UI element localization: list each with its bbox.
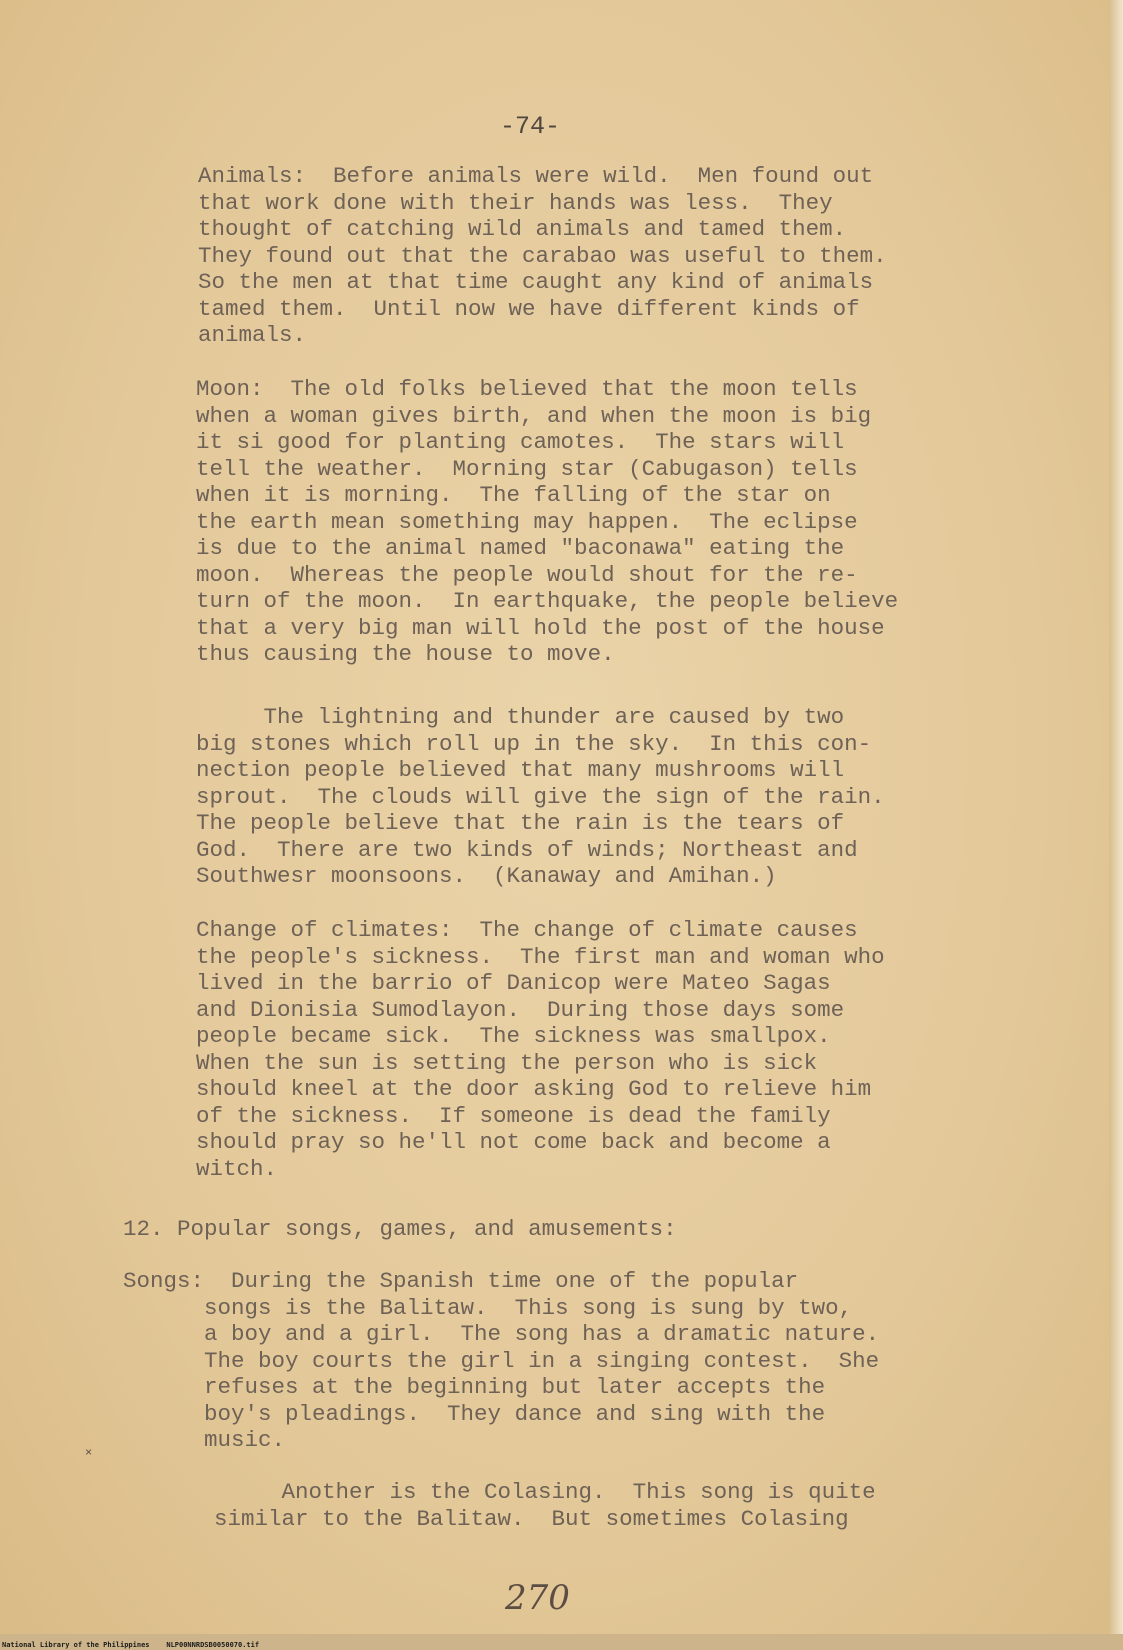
text-line: nection people believed that many mushrooms will xyxy=(196,757,845,783)
paragraph-moon xyxy=(196,376,898,668)
text-line: it si good for planting camotes. The stars will xyxy=(196,429,845,455)
page-edge xyxy=(1109,0,1123,1650)
paragraph-songs xyxy=(123,1268,879,1454)
text-line: Change of climates: The change of climate causes xyxy=(196,917,858,943)
archive-footer-label: National Library of the Philippines NLP00NNRDSB0050070.tif xyxy=(2,1641,260,1649)
text-line: tamed them. Until now we have different kinds of xyxy=(198,295,860,322)
text-line: God. There are two kinds of winds; Northeast and xyxy=(196,836,858,863)
text-line: big stones which roll up in the sky. In this con- xyxy=(196,730,872,757)
text-line: Animals: Before animals were wild. Men found out xyxy=(198,163,874,189)
text-line: is due to the animal named "baconawa" eating the xyxy=(196,535,845,561)
paragraph-climates xyxy=(196,917,885,1182)
text-line: Southwesr moonsoons. (Kanaway and Amihan.) xyxy=(196,863,777,889)
paragraph-lightning xyxy=(196,704,885,890)
handwritten-page-number: 270 xyxy=(505,1578,570,1618)
section-heading xyxy=(123,1216,677,1243)
text-line: sprout. The clouds will give the sign of the rain. xyxy=(196,783,885,810)
text-line: songs is the Balitaw. This song is sung by two, xyxy=(123,1294,853,1321)
paragraph-colasing xyxy=(214,1479,876,1532)
text-line: thus causing the house to move. xyxy=(196,641,615,667)
text-line: tell the weather. Morning star (Cabugason) tells xyxy=(196,455,858,482)
text-line: that work done with their hands was less. They xyxy=(198,189,833,216)
text-line: The boy courts the girl in a singing contest. She xyxy=(123,1347,880,1374)
text-line: Moon: The old folks believed that the moon tells xyxy=(196,376,858,402)
text-line: lived in the barrio of Danicop were Mateo Sagas xyxy=(196,970,831,996)
stray-mark: × xyxy=(85,1446,93,1460)
text-line: should pray so he'll not come back and become a xyxy=(196,1129,831,1155)
text-line: thought of catching wild animals and tamed them. xyxy=(198,216,847,242)
footer-strip xyxy=(0,1634,1123,1650)
text-line: when a woman gives birth, and when the moon is big xyxy=(196,402,872,429)
text-line: people became sick. The sickness was smallpox. xyxy=(196,1023,831,1049)
text-line: when it is morning. The falling of the star on xyxy=(196,482,831,508)
text-line: The lightning and thunder are caused by two xyxy=(196,704,845,730)
text-line: refuses at the beginning but later accepts the xyxy=(123,1374,826,1400)
text-line: Songs: During the Spanish time one of the popular xyxy=(123,1268,799,1294)
text-line: that a very big man will hold the post of the house xyxy=(196,614,885,641)
text-line: the people's sickness. The first man and woman who xyxy=(196,943,885,970)
page-number: -74- xyxy=(500,112,561,141)
text-line: a boy and a girl. The song has a dramatic nature. xyxy=(123,1321,880,1347)
text-line: They found out that the carabao was useful to them. xyxy=(198,242,887,269)
text-line: So the men at that time caught any kind of animals xyxy=(198,269,874,295)
text-line: turn of the moon. In earthquake, the people believe xyxy=(196,588,899,614)
text-line: witch. xyxy=(196,1155,278,1182)
paragraph-animals xyxy=(198,163,887,349)
text-line: When the sun is setting the person who is sick xyxy=(196,1049,818,1076)
text-line: of the sickness. If someone is dead the family xyxy=(196,1102,831,1129)
text-line: The people believe that the rain is the tears of xyxy=(196,810,845,836)
text-line: boy's pleadings. They dance and sing with the xyxy=(123,1400,826,1427)
text-line: should kneel at the door asking God to relieve him xyxy=(196,1076,872,1102)
text-line: Another is the Colasing. This song is quite xyxy=(214,1479,876,1505)
heading-text: 12. Popular songs, games, and amusements: xyxy=(123,1216,677,1242)
text-line: music. xyxy=(123,1427,286,1453)
text-line: moon. Whereas the people would shout for the re- xyxy=(196,561,858,588)
text-line: and Dionisia Sumodlayon. During those days some xyxy=(196,996,845,1023)
text-line: the earth mean something may happen. The eclipse xyxy=(196,508,858,535)
text-line: similar to the Balitaw. But sometimes Colasing xyxy=(214,1505,849,1532)
text-line: animals. xyxy=(198,322,307,348)
